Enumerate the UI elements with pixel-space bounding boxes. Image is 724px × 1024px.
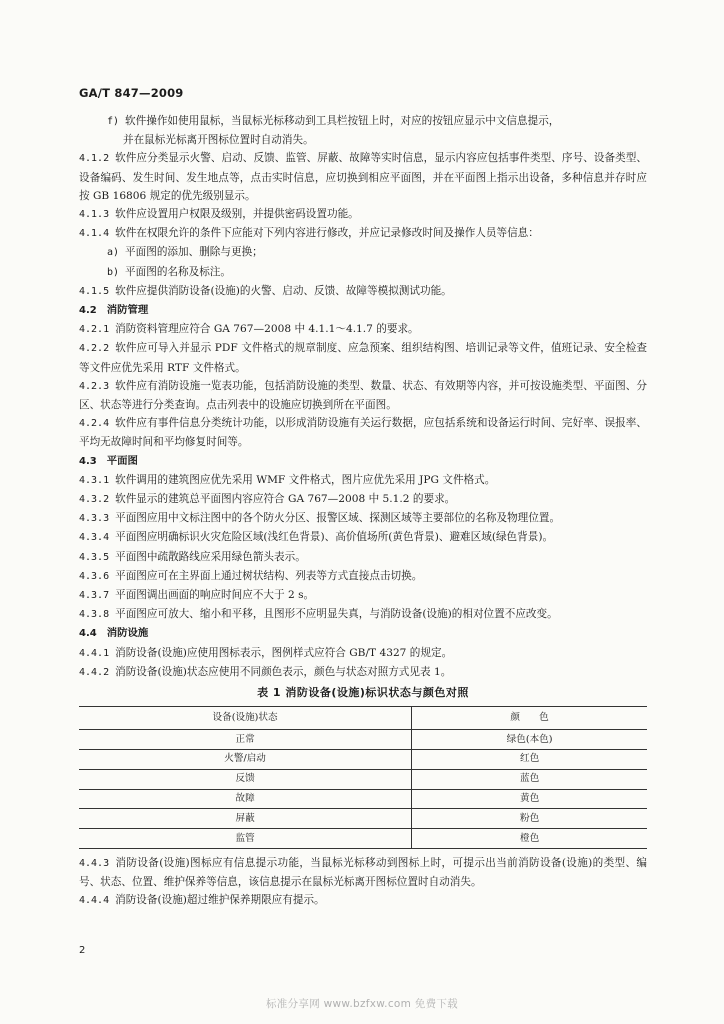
clause-paragraph — [79, 605, 647, 624]
clause-paragraph — [79, 263, 647, 282]
clause-number: 4.1.4 — [79, 228, 110, 240]
status-cell: 正常 — [79, 730, 412, 750]
color-cell: 蓝色 — [412, 769, 647, 789]
clause-text: 软件操作如使用鼠标，当鼠标光标移动到工具栏按钮上时，对应的按钮应显示中文信息提示， — [125, 115, 560, 127]
clause-number: 4.2.1 — [79, 324, 110, 336]
clause-number: 4.4.2 — [79, 666, 110, 678]
clause-text: 平面图 — [106, 454, 138, 467]
table-row — [79, 750, 647, 770]
status-cell: 反馈 — [79, 769, 412, 789]
clause-paragraph — [79, 414, 647, 451]
clause-text: 软件应设置用户权限及级别，并提供密码设置功能。 — [115, 208, 359, 221]
table-row — [79, 789, 647, 809]
clause-paragraph — [79, 243, 647, 262]
clause-text: 平面图应用中文标注图中的各个防火分区、报警区域、探测区域等主要部位的名称及物理位置。 — [115, 512, 561, 525]
clause-text: 并在鼠标光标离开图标位置时自动消失。 — [123, 134, 314, 147]
clause-paragraph — [79, 339, 647, 376]
clause-text: 消防管理 — [106, 304, 149, 317]
clause-paragraph — [79, 586, 647, 605]
clause-text: 软件应有事件信息分类统计功能，以形成消防设施有关运行数据，应包括系统和设备运行时间、完好率、误报率、平均无故障时间和平均修复时间等。 — [79, 417, 647, 449]
clause-number: 4.3.8 — [79, 609, 110, 621]
clause-paragraph — [79, 149, 647, 205]
clause-number: 4.1.5 — [79, 285, 110, 297]
color-cell: 黄色 — [412, 789, 647, 809]
section-heading — [79, 301, 647, 320]
column-header-status: 设备(设施)状态 — [79, 707, 412, 730]
status-color-table — [79, 706, 647, 849]
clause-paragraph — [79, 854, 647, 891]
clause-paragraph — [79, 567, 647, 586]
clause-number: 4.3.5 — [79, 551, 110, 563]
table-row — [79, 769, 647, 789]
clause-paragraph — [79, 377, 647, 414]
clause-text: 消防设施 — [106, 627, 149, 640]
clause-paragraph — [79, 548, 647, 567]
clause-number: 4.1.3 — [79, 209, 110, 221]
clause-paragraph — [79, 320, 647, 339]
clause-paragraph — [79, 205, 647, 224]
clause-number: f) — [107, 116, 120, 127]
table-title: 表 1 消防设备(设施)标识状态与颜色对照 — [257, 686, 469, 700]
table-header-row — [79, 707, 647, 730]
clause-paragraph — [79, 282, 647, 301]
table-row — [79, 829, 647, 849]
color-cell: 橙色 — [412, 829, 647, 849]
clause-text: 平面图的名称及标注。 — [125, 265, 231, 278]
clause-number: b) — [107, 266, 120, 278]
clause-text: 平面图调出画面的响应时间应不大于 2 s。 — [115, 589, 315, 602]
page-number: 2 — [79, 945, 86, 956]
clause-text: 平面图应明确标识火灾危险区域(浅红色背景)、高价值场所(黄色背景)、避难区域(绿色背景)。 — [115, 531, 554, 544]
standard-code: GA/T 847—2009 — [79, 86, 184, 100]
clause-text: 平面图应可放大、缩小和平移，且图形不应明显失真，与消防设备(设施)的相对位置不应改变。 — [115, 608, 558, 621]
clause-text: 平面图应可在主界面上通过树状结构、列表等方式直接点击切换。 — [115, 569, 423, 582]
clause-number: 4.4.4 — [79, 895, 110, 907]
clause-number: 4.3.6 — [79, 570, 110, 582]
clause-number: 4.1.2 — [79, 153, 110, 165]
clause-text: 消防设备(设施)超过维护保养期限应有提示。 — [115, 894, 325, 907]
document-body — [79, 112, 647, 911]
clause-number: 4.3.7 — [79, 590, 110, 602]
column-header-color: 颜 色 — [412, 707, 647, 730]
paragraph-list — [79, 112, 647, 682]
clause-paragraph — [79, 131, 647, 149]
clause-paragraph — [79, 224, 647, 243]
section-heading — [79, 624, 647, 643]
clause-paragraph — [79, 490, 647, 509]
clause-text: 软件应提供消防设备(设施)的火警、启动、反馈、故障等模拟测试功能。 — [115, 284, 452, 297]
clause-paragraph — [79, 644, 647, 663]
status-cell: 火警/启动 — [79, 750, 412, 770]
clause-number: 4.3.1 — [79, 474, 110, 486]
clause-number: a) — [107, 247, 120, 259]
color-cell: 粉色 — [412, 809, 647, 829]
clause-text: 消防设备(设施)图标应有信息提示功能，当鼠标光标移动到图标上时，可提示出当前消防设备(设施)的类型、编号、状态、位置、维护保养等信息，该信息提示在鼠标光标离开图标位置时自动消失。 — [79, 857, 647, 889]
clause-text: 消防设备(设施)状态应使用不同颜色表示，颜色与状态对照方式见表 1。 — [115, 665, 452, 678]
clause-number: 4.2.2 — [79, 343, 110, 355]
paragraph-list-after-table — [79, 854, 647, 911]
clause-text: 平面图中疏散路线应采用绿色箭头表示。 — [115, 550, 306, 563]
clause-text: 软件调用的建筑图应优先采用 WMF 文件格式，图片应优先采用 JPG 文件格式。 — [115, 473, 496, 486]
clause-text: 消防资料管理应符合 GA 767—2008 中 4.1.1～4.1.7 的要求。 — [115, 323, 419, 336]
clause-number: 4.3 — [79, 455, 97, 467]
clause-number: 4.3.3 — [79, 513, 110, 525]
clause-number: 4.2.4 — [79, 418, 110, 430]
clause-number: 4.4.1 — [79, 647, 110, 659]
clause-paragraph — [79, 471, 647, 490]
clause-text: 软件在权限允许的条件下应能对下列内容进行修改，并应记录修改时间及操作人员等信息： — [115, 227, 539, 240]
clause-number: 4.3.2 — [79, 494, 110, 506]
status-cell: 屏蔽 — [79, 809, 412, 829]
color-cell: 红色 — [412, 750, 647, 770]
clause-paragraph — [79, 112, 647, 131]
clause-number: 4.4 — [79, 628, 97, 640]
clause-text: 平面图的添加、删除与更换； — [125, 246, 263, 259]
section-heading — [79, 452, 647, 471]
clause-number: 4.4.3 — [79, 858, 110, 870]
table-row — [79, 809, 647, 829]
clause-paragraph — [79, 663, 647, 682]
table-row — [79, 730, 647, 750]
clause-text: 软件应可导入并显示 PDF 文件格式的规章制度、应急预案、组织结构图、培训记录等文件，值班记录、安全检查等文件应优先采用 RTF 文件格式。 — [79, 342, 647, 374]
clause-number: 4.3.4 — [79, 532, 110, 544]
status-cell: 监管 — [79, 829, 412, 849]
clause-text: 软件应分类显示火警、启动、反馈、监管、屏蔽、故障等实时信息，显示内容应包括事件类型、序号、设备类型、设备编码、发生时间、发生地点等，点击实时信息，应切换到相应平面图，并在平面图上指示出设备，多种信息并存时应按 GB 16806 规定的优先级别显示。 — [79, 152, 647, 202]
clause-text: 软件应有消防设施一览表功能，包括消防设施的类型、数量、状态、有效期等内容，并可按设施类型、平面图、分区、状态等进行分类查询。点击列表中的设施应切换到所在平面图。 — [79, 379, 647, 412]
clause-paragraph — [79, 528, 647, 547]
watermark: 标准分享网 www.bzfxw.com 免费下载 — [266, 998, 458, 1010]
clause-paragraph — [79, 509, 647, 528]
status-cell: 故障 — [79, 789, 412, 809]
clause-paragraph — [79, 891, 647, 910]
clause-text: 软件显示的建筑总平面图内容应符合 GA 767—2008 中 5.1.2 的要求。 — [115, 493, 456, 506]
clause-number: 4.2.3 — [79, 380, 110, 392]
clause-number: 4.2 — [79, 305, 97, 317]
clause-text: 消防设备(设施)应使用图标表示，图例样式应符合 GB/T 4327 的规定。 — [115, 646, 453, 659]
color-cell: 绿色(本色) — [412, 730, 647, 750]
